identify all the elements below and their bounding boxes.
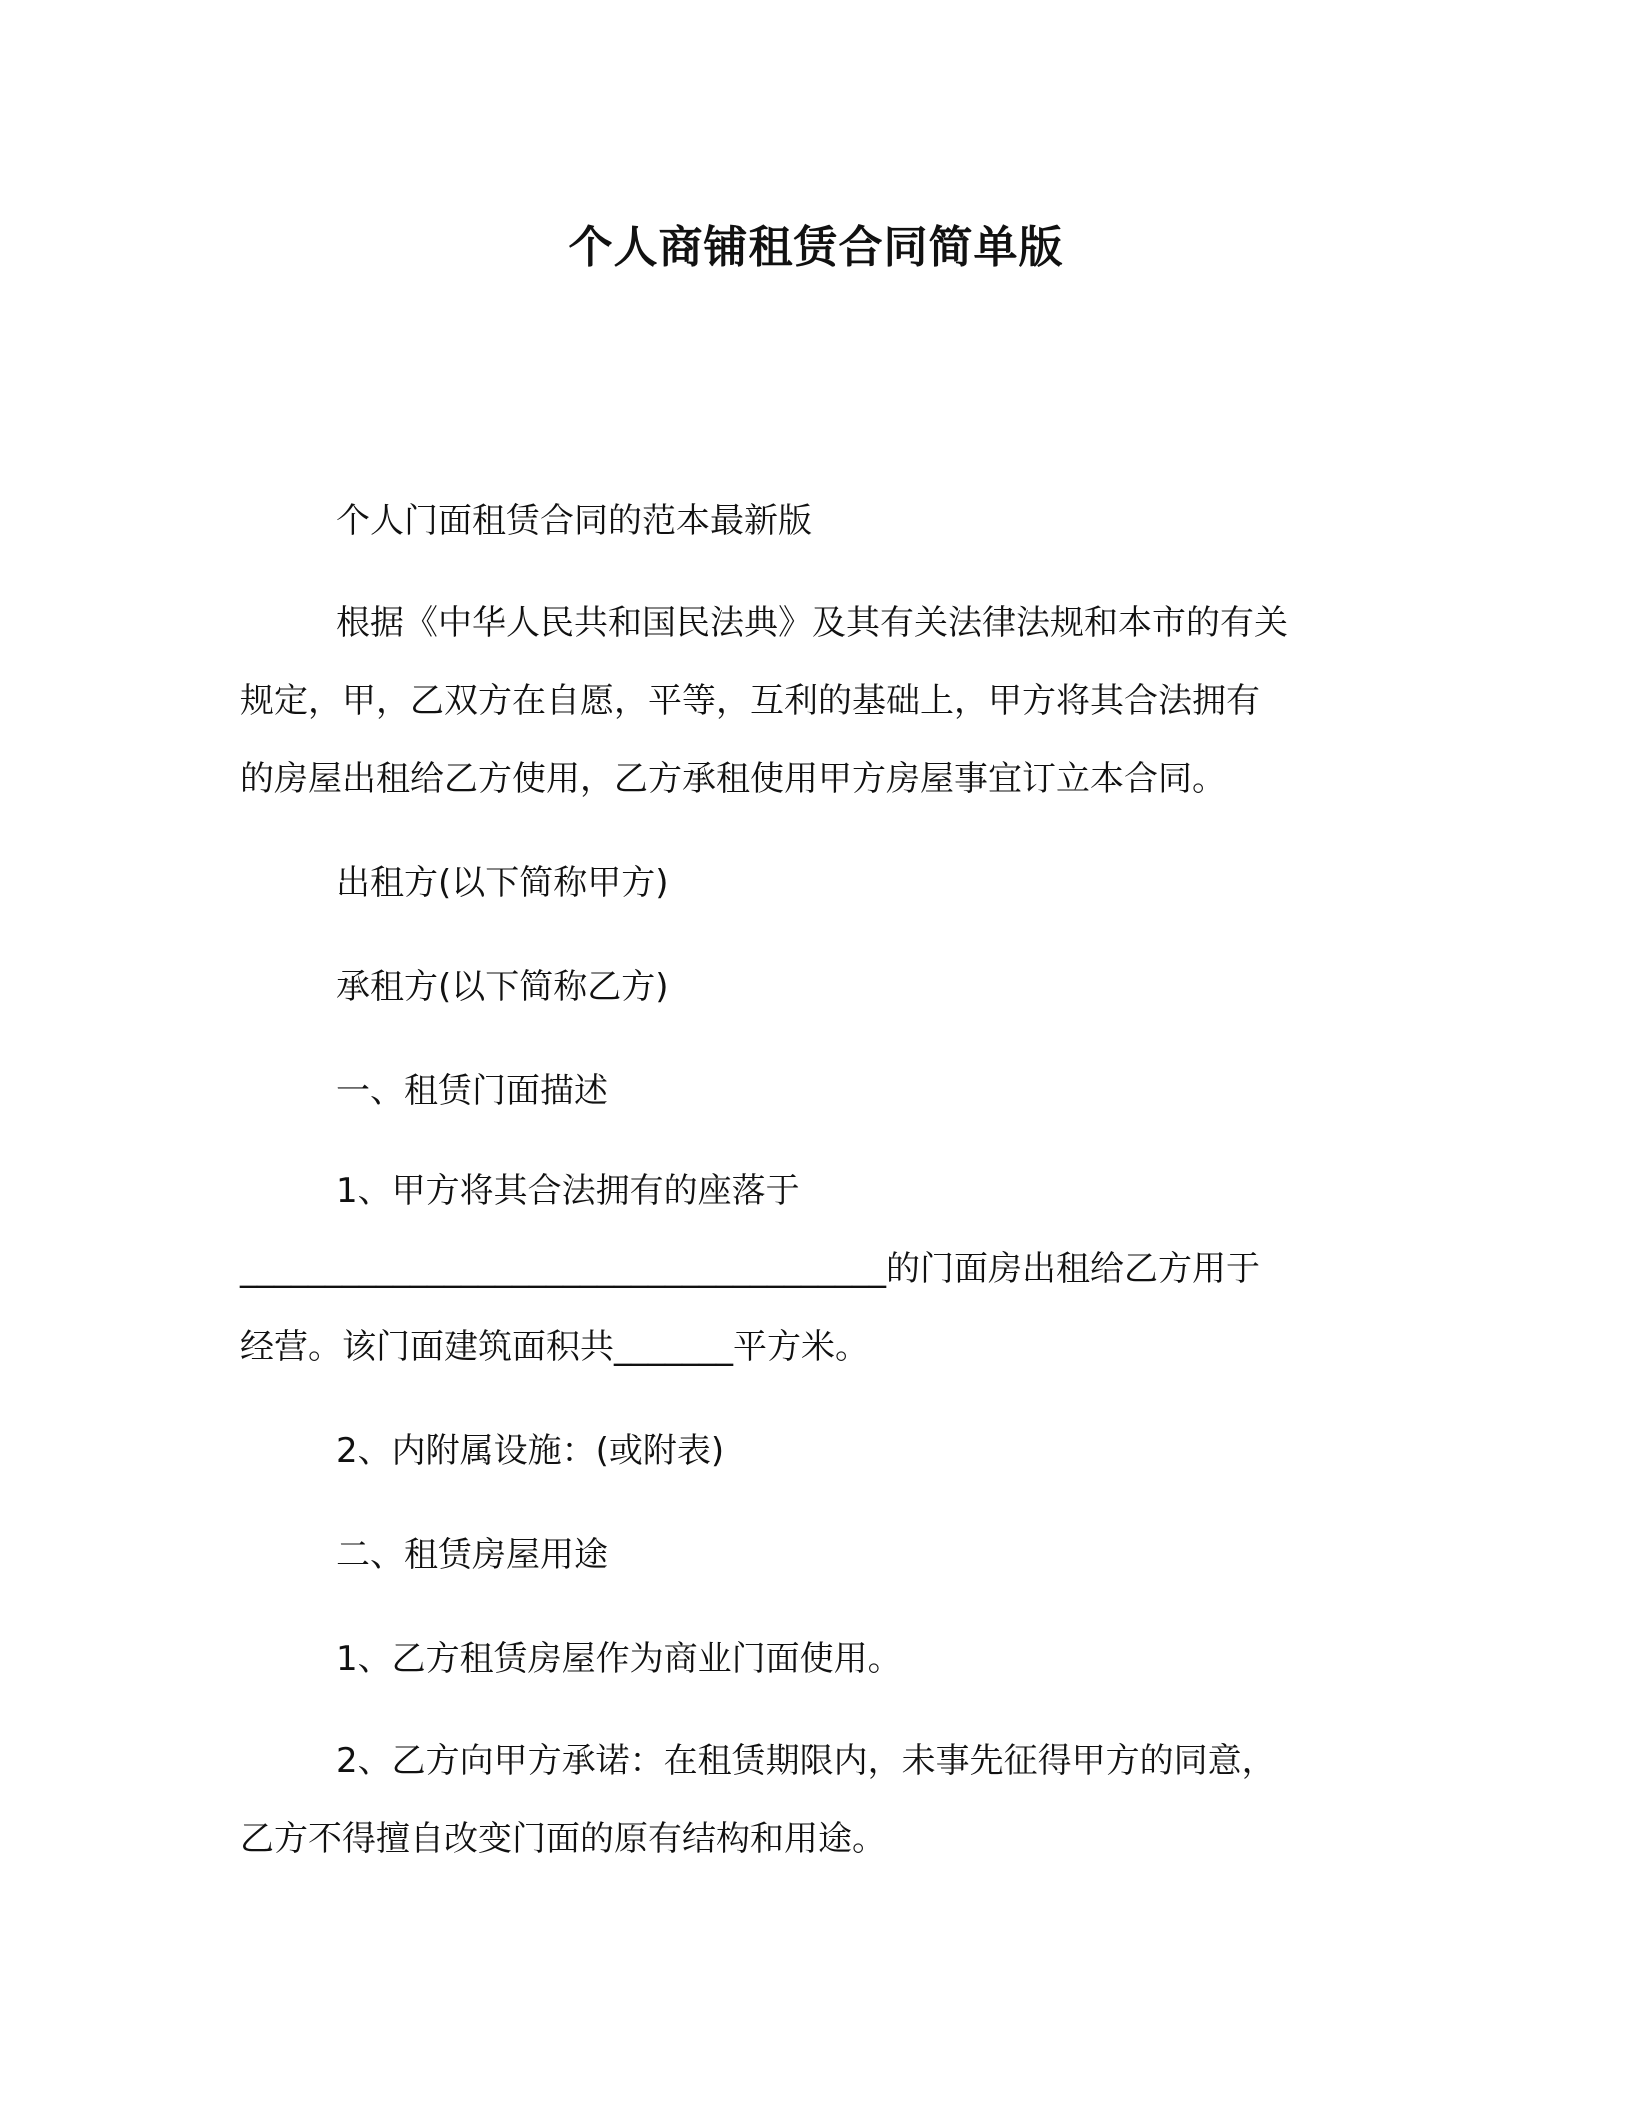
lessee-line: 承租方(以下简称乙方): [336, 967, 669, 1007]
subtitle: 个人门面租赁合同的范本最新版: [336, 501, 812, 541]
section1-item2: 2、内附属设施：(或附表): [336, 1431, 725, 1471]
section2-item2-line-1: 2、乙方向甲方承诺：在租赁期限内，未事先征得甲方的同意，: [336, 1741, 1276, 1781]
intro-line-1: 根据《中华人民共和国民法典》及其有关法律法规和本市的有关: [336, 603, 1288, 643]
section2-heading: 二、租赁房屋用途: [336, 1535, 608, 1575]
lessor-line: 出租方(以下简称甲方): [336, 863, 669, 903]
section2-item2-line-2: 乙方不得擅自改变门面的原有结构和用途。: [240, 1819, 886, 1859]
section1-item1-line-1: 1、甲方将其合法拥有的座落于: [336, 1171, 800, 1211]
intro-line-2: 规定，甲，乙双方在自愿，平等，互利的基础上，甲方将其合法拥有: [240, 681, 1260, 721]
section2-item1: 1、乙方租赁房屋作为商业门面使用。: [336, 1639, 902, 1679]
section2-item2: [240, 1722, 1400, 1878]
intro-paragraph: [240, 584, 1400, 818]
document-title: 个人商铺租赁合同简单版: [568, 222, 1064, 273]
section1-item1: [240, 1152, 1400, 1386]
section1-item1-line-2: ______________________________________的门面房出租给乙方用于: [240, 1249, 1260, 1289]
section1-heading: 一、租赁门面描述: [336, 1071, 608, 1111]
intro-line-3: 的房屋出租给乙方使用，乙方承租使用甲方房屋事宜订立本合同。: [240, 759, 1226, 799]
section1-item1-line-3: 经营。该门面建筑面积共_______平方米。: [240, 1327, 869, 1367]
